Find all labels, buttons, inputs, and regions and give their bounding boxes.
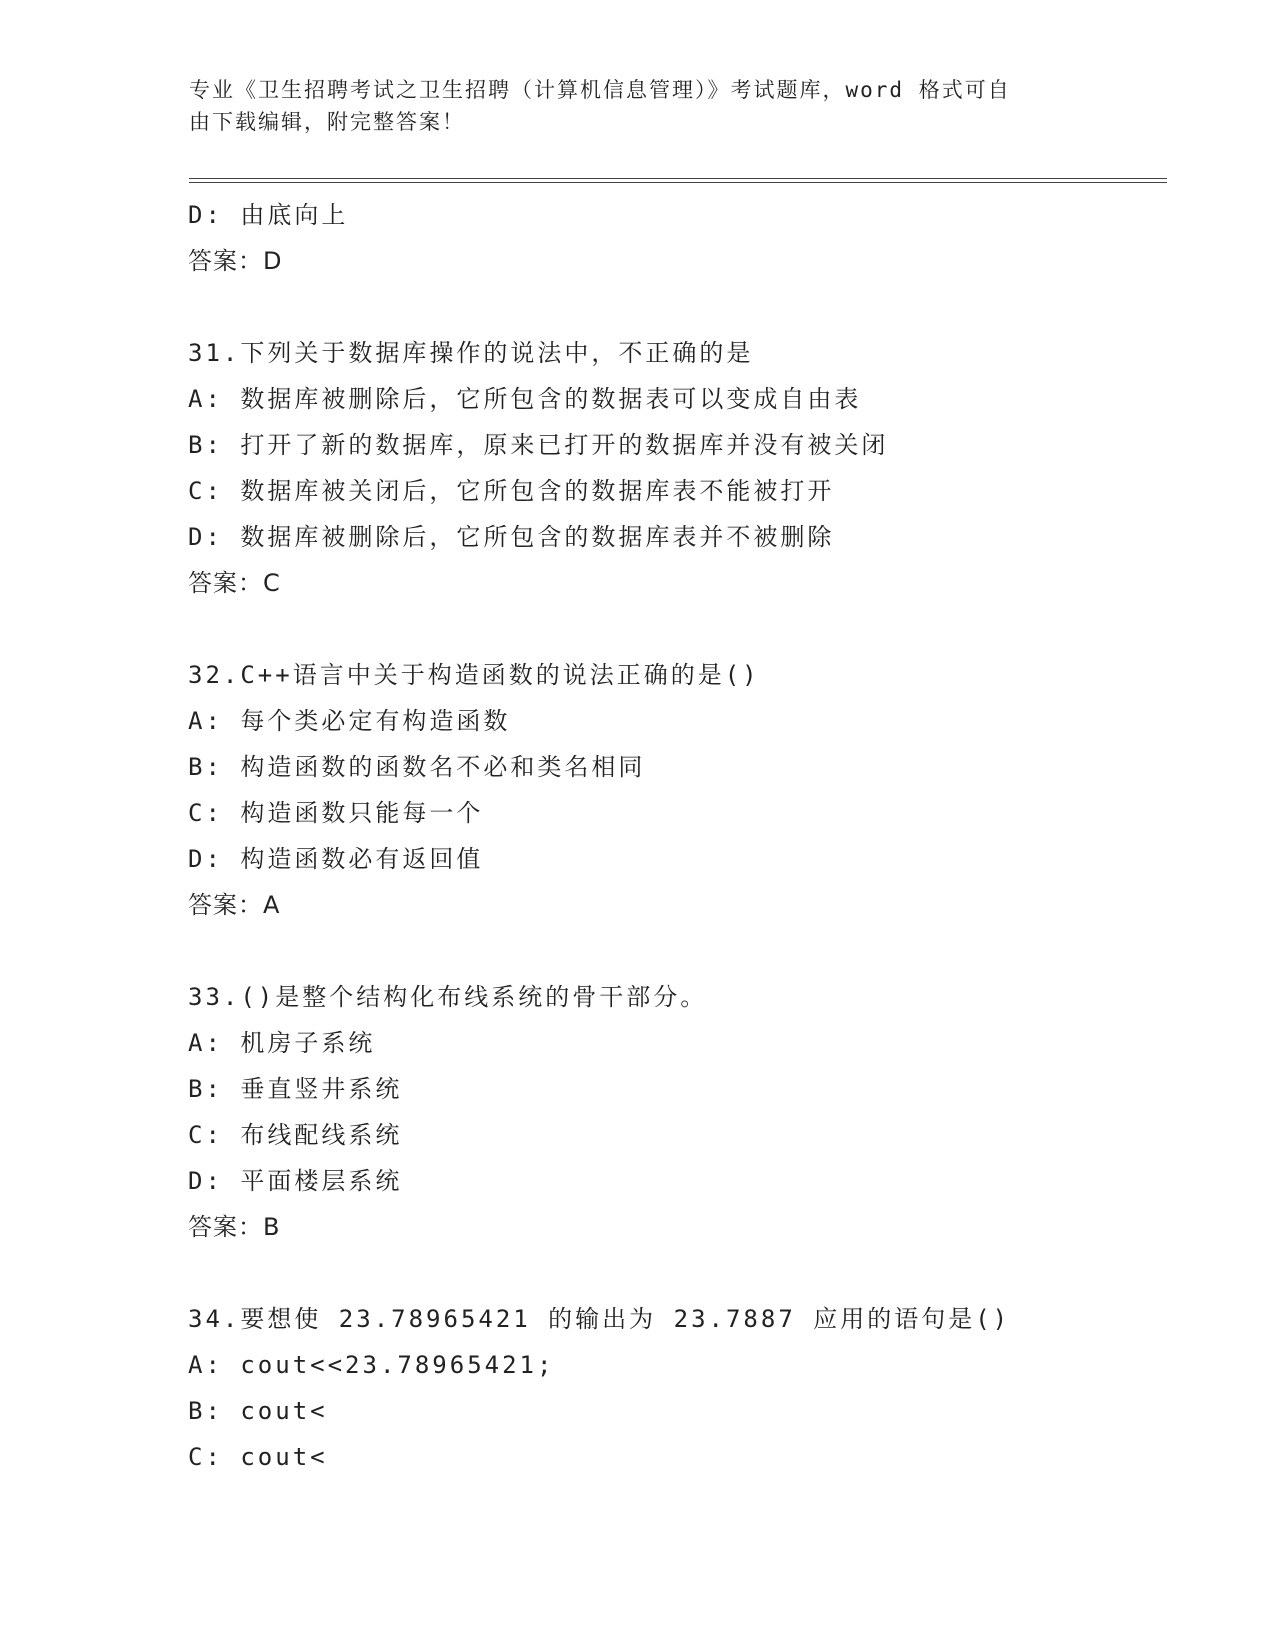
question-33 (188, 974, 1168, 1250)
option-d: D: 构造函数必有返回值 (188, 845, 484, 873)
option-d: D: 由底向上 (188, 201, 349, 229)
document-header (189, 74, 1089, 138)
option-b: B: 打开了新的数据库，原来已打开的数据库并没有被关闭 (188, 431, 889, 459)
question-stem: 31.下列关于数据库操作的说法中，不正确的是 (188, 339, 754, 367)
option-a: A: 每个类必定有构造函数 (188, 707, 511, 735)
option-c: C: cout< (188, 1443, 328, 1471)
option-a: A: 数据库被删除后，它所包含的数据表可以变成自由表 (188, 385, 862, 413)
option-c: C: 布线配线系统 (188, 1121, 403, 1149)
question-stem: 33.()是整个结构化布线系统的骨干部分。 (188, 983, 708, 1011)
question-stem: 32.C++语言中关于构造函数的说法正确的是() (188, 661, 760, 689)
option-d: D: 数据库被删除后，它所包含的数据库表并不被删除 (188, 523, 835, 551)
option-b: B: 构造函数的函数名不必和类名相同 (188, 753, 646, 781)
option-c: C: 数据库被关闭后，它所包含的数据库表不能被打开 (188, 477, 835, 505)
spacer (188, 284, 1168, 330)
question-32 (188, 652, 1168, 928)
header-divider-top (189, 178, 1167, 179)
question-list (188, 192, 1168, 1480)
option-a: A: 机房子系统 (188, 1029, 376, 1057)
answer-line: 答案：A (188, 891, 281, 919)
header-line-2: 由下载编辑，附完整答案！ (189, 110, 465, 134)
question-34 (188, 1296, 1168, 1480)
header-divider-bottom (189, 182, 1167, 183)
answer-line: 答案：B (188, 1213, 281, 1241)
option-b: B: 垂直竖井系统 (188, 1075, 403, 1103)
spacer (188, 928, 1168, 974)
question-stem: 34.要想使 23.78965421 的输出为 23.7887 应用的语句是() (188, 1305, 1011, 1333)
option-b: B: cout< (188, 1397, 328, 1425)
option-d: D: 平面楼层系统 (188, 1167, 403, 1195)
header-line-1: 专业《卫生招聘考试之卫生招聘（计算机信息管理）》考试题库，word 格式可自 (189, 78, 1011, 102)
question-31 (188, 330, 1168, 606)
spacer (188, 1250, 1168, 1296)
spacer (188, 606, 1168, 652)
option-c: C: 构造函数只能每一个 (188, 799, 484, 827)
option-a: A: cout<<23.78965421; (188, 1351, 555, 1379)
carryover-block (188, 192, 1168, 284)
answer-line: 答案：C (188, 569, 281, 597)
answer-line: 答案：D (188, 247, 283, 275)
